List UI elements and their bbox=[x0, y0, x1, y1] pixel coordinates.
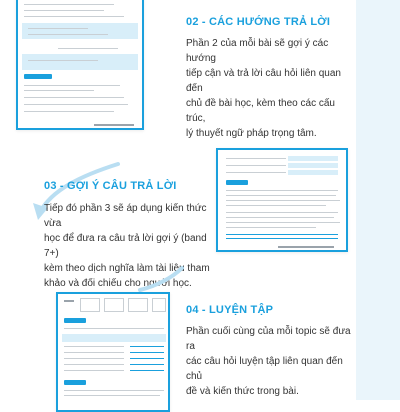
section-text-02: Phần 2 của mỗi bài sẽ gợi ý các hướng tiếp cận và trả lời câu hỏi liên quan đến chủ đề bài học, kèm theo các cấu trúc, lý thuyết ngữ pháp trọng tâm. bbox=[186, 38, 341, 139]
section-text-04: Phần cuối cùng của mỗi topic sẽ đưa ra các câu hỏi luyện tập liên quan đến chủ đề và kiến thức trong bài. bbox=[186, 326, 351, 397]
section-heading-03: 03 - GỢI Ý CÂU TRẢ LỜI bbox=[44, 180, 177, 192]
section-heading-02: 02 - CÁC HƯỚNG TRẢ LỜI bbox=[186, 16, 331, 28]
section-heading-04: 04 - LUYỆN TẬP bbox=[186, 304, 274, 316]
page-thumbnail-practice bbox=[56, 292, 170, 412]
section-text-03: Tiếp đó phần 3 sẽ áp dụng kiến thức vừa học để đưa ra câu trả lời gợi ý (band 7+) kèm theo dịch nghĩa làm tài liệu tham khảo và đối chiếu cho người học. bbox=[44, 203, 210, 289]
